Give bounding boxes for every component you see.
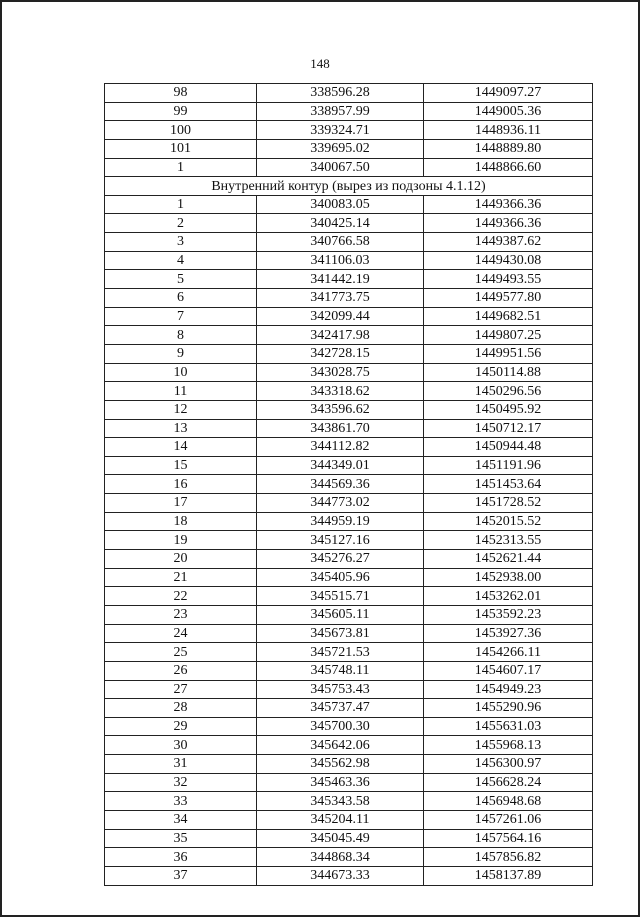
y-coordinate-cell: 1455290.96 xyxy=(424,699,593,718)
x-coordinate-cell: 340067.50 xyxy=(257,158,424,177)
table-row xyxy=(105,382,593,401)
point-number-cell: 25 xyxy=(105,643,257,662)
x-coordinate-cell: 345605.11 xyxy=(257,605,424,624)
y-coordinate-cell: 1456628.24 xyxy=(424,773,593,792)
x-coordinate-cell: 342099.44 xyxy=(257,307,424,326)
x-coordinate-cell: 345405.96 xyxy=(257,568,424,587)
point-number-cell: 11 xyxy=(105,382,257,401)
point-number-cell: 98 xyxy=(105,84,257,103)
point-number-cell: 1 xyxy=(105,195,257,214)
table-row xyxy=(105,419,593,438)
point-number-cell: 34 xyxy=(105,810,257,829)
x-coordinate-cell: 345753.43 xyxy=(257,680,424,699)
x-coordinate-cell: 338596.28 xyxy=(257,84,424,103)
table-row xyxy=(105,755,593,774)
point-number-cell: 101 xyxy=(105,139,257,158)
y-coordinate-cell: 1449366.36 xyxy=(424,214,593,233)
x-coordinate-cell: 344112.82 xyxy=(257,438,424,457)
table-row xyxy=(105,475,593,494)
table-row xyxy=(105,289,593,308)
x-coordinate-cell: 344773.02 xyxy=(257,494,424,513)
x-coordinate-cell: 345673.81 xyxy=(257,624,424,643)
table-row xyxy=(105,810,593,829)
y-coordinate-cell: 1448936.11 xyxy=(424,121,593,140)
point-number-cell: 36 xyxy=(105,848,257,867)
table-row xyxy=(105,438,593,457)
table-row xyxy=(105,550,593,569)
table-row xyxy=(105,866,593,885)
x-coordinate-cell: 344569.36 xyxy=(257,475,424,494)
y-coordinate-cell: 1453927.36 xyxy=(424,624,593,643)
table-row xyxy=(105,158,593,177)
table-row xyxy=(105,717,593,736)
point-number-cell: 9 xyxy=(105,344,257,363)
x-coordinate-cell: 345737.47 xyxy=(257,699,424,718)
point-number-cell: 16 xyxy=(105,475,257,494)
x-coordinate-cell: 339695.02 xyxy=(257,139,424,158)
y-coordinate-cell: 1450944.48 xyxy=(424,438,593,457)
table-row xyxy=(105,605,593,624)
table-row xyxy=(105,792,593,811)
y-coordinate-cell: 1449366.36 xyxy=(424,195,593,214)
page-number: 148 xyxy=(310,56,330,71)
y-coordinate-cell: 1454607.17 xyxy=(424,661,593,680)
y-coordinate-cell: 1457261.06 xyxy=(424,810,593,829)
point-number-cell: 21 xyxy=(105,568,257,587)
table-row xyxy=(105,121,593,140)
y-coordinate-cell: 1455631.03 xyxy=(424,717,593,736)
y-coordinate-cell: 1449807.25 xyxy=(424,326,593,345)
point-number-cell: 15 xyxy=(105,456,257,475)
table-row xyxy=(105,680,593,699)
section-header-row xyxy=(105,177,593,196)
y-coordinate-cell: 1450712.17 xyxy=(424,419,593,438)
table-row xyxy=(105,233,593,252)
x-coordinate-cell: 340083.05 xyxy=(257,195,424,214)
table-row xyxy=(105,736,593,755)
point-number-cell: 22 xyxy=(105,587,257,606)
point-number-cell: 3 xyxy=(105,233,257,252)
y-coordinate-cell: 1453592.23 xyxy=(424,605,593,624)
x-coordinate-cell: 342728.15 xyxy=(257,344,424,363)
table-row xyxy=(105,531,593,550)
table-row xyxy=(105,661,593,680)
y-coordinate-cell: 1449097.27 xyxy=(424,84,593,103)
x-coordinate-cell: 344959.19 xyxy=(257,512,424,531)
y-coordinate-cell: 1453262.01 xyxy=(424,587,593,606)
table-row xyxy=(105,643,593,662)
point-number-cell: 19 xyxy=(105,531,257,550)
y-coordinate-cell: 1458137.89 xyxy=(424,866,593,885)
y-coordinate-cell: 1449493.55 xyxy=(424,270,593,289)
y-coordinate-cell: 1455968.13 xyxy=(424,736,593,755)
y-coordinate-cell: 1456948.68 xyxy=(424,792,593,811)
x-coordinate-cell: 340425.14 xyxy=(257,214,424,233)
x-coordinate-cell: 345276.27 xyxy=(257,550,424,569)
x-coordinate-cell: 345721.53 xyxy=(257,643,424,662)
table-row xyxy=(105,587,593,606)
point-number-cell: 4 xyxy=(105,251,257,270)
y-coordinate-cell: 1450495.92 xyxy=(424,400,593,419)
table-row xyxy=(105,363,593,382)
y-coordinate-cell: 1449387.62 xyxy=(424,233,593,252)
y-coordinate-cell: 1457564.16 xyxy=(424,829,593,848)
x-coordinate-cell: 345748.11 xyxy=(257,661,424,680)
table-row xyxy=(105,699,593,718)
y-coordinate-cell: 1452313.55 xyxy=(424,531,593,550)
x-coordinate-cell: 343318.62 xyxy=(257,382,424,401)
y-coordinate-cell: 1454949.23 xyxy=(424,680,593,699)
point-number-cell: 2 xyxy=(105,214,257,233)
section-title: Внутренний контур (вырез из подзоны 4.1.12) xyxy=(105,177,593,196)
y-coordinate-cell: 1451453.64 xyxy=(424,475,593,494)
table-row xyxy=(105,456,593,475)
table-row xyxy=(105,568,593,587)
table-row xyxy=(105,829,593,848)
y-coordinate-cell: 1450296.56 xyxy=(424,382,593,401)
point-number-cell: 24 xyxy=(105,624,257,643)
table-row xyxy=(105,326,593,345)
point-number-cell: 18 xyxy=(105,512,257,531)
table-row xyxy=(105,400,593,419)
y-coordinate-cell: 1449005.36 xyxy=(424,102,593,121)
x-coordinate-cell: 345562.98 xyxy=(257,755,424,774)
coordinates-table-body xyxy=(105,84,593,886)
table-row xyxy=(105,195,593,214)
x-coordinate-cell: 344349.01 xyxy=(257,456,424,475)
x-coordinate-cell: 343028.75 xyxy=(257,363,424,382)
y-coordinate-cell: 1452015.52 xyxy=(424,512,593,531)
table-row xyxy=(105,624,593,643)
point-number-cell: 30 xyxy=(105,736,257,755)
x-coordinate-cell: 344673.33 xyxy=(257,866,424,885)
point-number-cell: 12 xyxy=(105,400,257,419)
y-coordinate-cell: 1449951.56 xyxy=(424,344,593,363)
table-row xyxy=(105,494,593,513)
y-coordinate-cell: 1449682.51 xyxy=(424,307,593,326)
x-coordinate-cell: 345642.06 xyxy=(257,736,424,755)
point-number-cell: 8 xyxy=(105,326,257,345)
coordinates-table xyxy=(104,83,593,886)
table-row xyxy=(105,848,593,867)
x-coordinate-cell: 345515.71 xyxy=(257,587,424,606)
y-coordinate-cell: 1452938.00 xyxy=(424,568,593,587)
point-number-cell: 37 xyxy=(105,866,257,885)
table-row xyxy=(105,84,593,103)
table-row xyxy=(105,512,593,531)
x-coordinate-cell: 345045.49 xyxy=(257,829,424,848)
table-row xyxy=(105,270,593,289)
point-number-cell: 27 xyxy=(105,680,257,699)
x-coordinate-cell: 345343.58 xyxy=(257,792,424,811)
y-coordinate-cell: 1451191.96 xyxy=(424,456,593,475)
point-number-cell: 13 xyxy=(105,419,257,438)
table-row xyxy=(105,344,593,363)
y-coordinate-cell: 1457856.82 xyxy=(424,848,593,867)
point-number-cell: 5 xyxy=(105,270,257,289)
table-row xyxy=(105,139,593,158)
table-row xyxy=(105,214,593,233)
point-number-cell: 31 xyxy=(105,755,257,774)
point-number-cell: 23 xyxy=(105,605,257,624)
point-number-cell: 99 xyxy=(105,102,257,121)
table-row xyxy=(105,307,593,326)
x-coordinate-cell: 341106.03 xyxy=(257,251,424,270)
point-number-cell: 32 xyxy=(105,773,257,792)
y-coordinate-cell: 1449577.80 xyxy=(424,289,593,308)
point-number-cell: 6 xyxy=(105,289,257,308)
point-number-cell: 10 xyxy=(105,363,257,382)
y-coordinate-cell: 1449430.08 xyxy=(424,251,593,270)
point-number-cell: 20 xyxy=(105,550,257,569)
x-coordinate-cell: 343596.62 xyxy=(257,400,424,419)
point-number-cell: 14 xyxy=(105,438,257,457)
x-coordinate-cell: 345700.30 xyxy=(257,717,424,736)
point-number-cell: 17 xyxy=(105,494,257,513)
x-coordinate-cell: 342417.98 xyxy=(257,326,424,345)
x-coordinate-cell: 339324.71 xyxy=(257,121,424,140)
table-row xyxy=(105,102,593,121)
x-coordinate-cell: 341442.19 xyxy=(257,270,424,289)
point-number-cell: 35 xyxy=(105,829,257,848)
x-coordinate-cell: 338957.99 xyxy=(257,102,424,121)
point-number-cell: 7 xyxy=(105,307,257,326)
x-coordinate-cell: 345127.16 xyxy=(257,531,424,550)
table-row xyxy=(105,251,593,270)
y-coordinate-cell: 1456300.97 xyxy=(424,755,593,774)
x-coordinate-cell: 345463.36 xyxy=(257,773,424,792)
table-row xyxy=(105,773,593,792)
y-coordinate-cell: 1451728.52 xyxy=(424,494,593,513)
y-coordinate-cell: 1448889.80 xyxy=(424,139,593,158)
point-number-cell: 1 xyxy=(105,158,257,177)
y-coordinate-cell: 1452621.44 xyxy=(424,550,593,569)
point-number-cell: 100 xyxy=(105,121,257,140)
point-number-cell: 29 xyxy=(105,717,257,736)
point-number-cell: 28 xyxy=(105,699,257,718)
point-number-cell: 26 xyxy=(105,661,257,680)
x-coordinate-cell: 341773.75 xyxy=(257,289,424,308)
x-coordinate-cell: 340766.58 xyxy=(257,233,424,252)
x-coordinate-cell: 343861.70 xyxy=(257,419,424,438)
y-coordinate-cell: 1454266.11 xyxy=(424,643,593,662)
point-number-cell: 33 xyxy=(105,792,257,811)
x-coordinate-cell: 344868.34 xyxy=(257,848,424,867)
y-coordinate-cell: 1448866.60 xyxy=(424,158,593,177)
x-coordinate-cell: 345204.11 xyxy=(257,810,424,829)
y-coordinate-cell: 1450114.88 xyxy=(424,363,593,382)
